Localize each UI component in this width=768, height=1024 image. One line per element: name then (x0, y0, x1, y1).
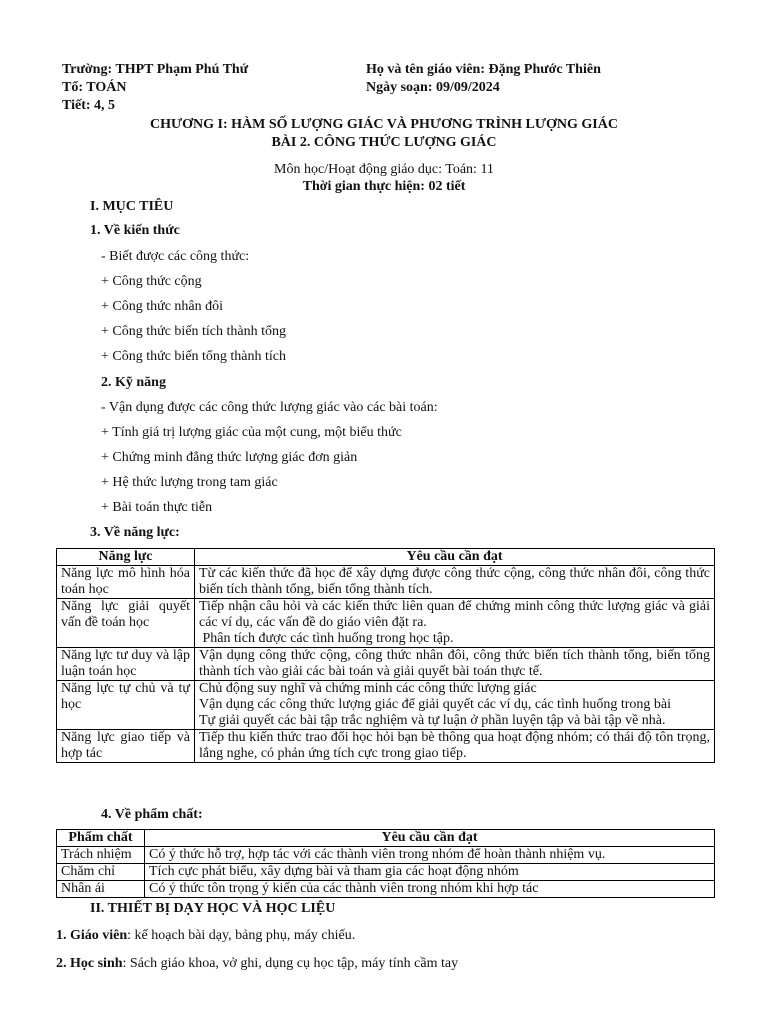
table-row (57, 881, 715, 898)
knowledge-line: + Công thức cộng (101, 274, 202, 289)
student-equipment-label: 2. Học sinh (56, 956, 123, 971)
duration-line: Thời gian thực hiện: 02 tiết (302, 179, 466, 194)
teacher-equipment-label: 1. Giáo viên (56, 928, 128, 943)
requirement-line: Từ các kiến thức đã học để xây dựng được công thức cộng, công thức nhân đôi, công thức biến tích thành tổng, biến tổng thành tích. (199, 566, 710, 597)
requirement-line: Vận dụng các công thức lượng giác để giải quyết các ví dụ, các tình huống trong bài (199, 697, 671, 712)
teacher-equipment (56, 927, 355, 944)
table-header-cell: Năng lực (57, 549, 195, 566)
table-row (57, 648, 715, 681)
section-equipment-heading: II. THIẾT BỊ DẠY HỌC VÀ HỌC LIỆU (90, 901, 336, 916)
table-row (57, 566, 715, 599)
competence-requirement (195, 599, 715, 648)
knowledge-line: + Công thức nhân đôi (101, 299, 224, 314)
skills-line: + Chứng minh đẳng thức lượng giác đơn giản (101, 450, 358, 465)
quality-heading: 4. Về phẩm chất: (101, 807, 203, 822)
requirement-line: Chủ động suy nghĩ và chứng minh các công thức lượng giác (199, 681, 537, 696)
knowledge-line: + Công thức biến tổng thành tích (101, 349, 287, 364)
competence-heading: 3. Về năng lực: (90, 525, 180, 540)
quality-name: Chăm chỉ (57, 864, 145, 881)
skills-line: + Bài toán thực tiễn (101, 500, 213, 515)
period: Tiết: 4, 5 (62, 98, 116, 113)
table-row (57, 864, 715, 881)
requirement-line: Vận dụng công thức cộng, công thức nhân đôi, công thức biến tích thành tổng, biến tổng thành tích vào giải các bài toán và giải quyết bài toán thực tế. (199, 648, 710, 679)
skills-line: + Hệ thức lượng trong tam giác (101, 475, 278, 490)
section-objectives-heading: I. MỤC TIÊU (90, 199, 174, 214)
skills-line: + Tính giá trị lượng giác của một cung, một biểu thức (101, 425, 402, 440)
table-header-cell: Yêu cầu cần đạt (195, 549, 715, 566)
table-header-row (57, 830, 715, 847)
table-header-cell: Yêu cầu cần đạt (145, 830, 715, 847)
requirement-line: Tiếp thu kiến thức trao đổi học hỏi bạn bè thông qua hoạt động nhóm; có thái độ tôn trọng, lắng nghe, có phản ứng tích cực trong giao tiếp. (199, 730, 710, 761)
teacher-equipment-text: : kế hoạch bài dạy, bảng phụ, máy chiếu. (127, 928, 356, 943)
quality-table (56, 829, 715, 898)
student-equipment (56, 955, 458, 972)
competence-name: Năng lực giải quyết vấn đề toán học (57, 599, 195, 648)
requirement-line: Tiếp nhận câu hỏi và các kiến thức liên quan để chứng minh công thức lượng giác và giải các ví dụ, các vấn đề do giáo viên đặt ra. (199, 599, 710, 630)
quality-requirement: Tích cực phát biểu, xây dựng bài và tham gia các hoạt động nhóm (145, 864, 715, 881)
group-name: Tổ: TOÁN (62, 80, 127, 95)
competence-requirement (195, 648, 715, 681)
competence-name: Năng lực mô hình hóa toán học (57, 566, 195, 599)
competence-name: Năng lực tư duy và lập luận toán học (57, 648, 195, 681)
skills-line: - Vận dụng được các công thức lượng giác vào các bài toán: (101, 400, 438, 415)
requirement-line: Tự giải quyết các bài tập trắc nghiệm và tự luận ở phần luyện tập và bài tập về nhà. (199, 713, 666, 728)
knowledge-heading: 1. Về kiến thức (90, 223, 180, 238)
competence-table (56, 548, 715, 763)
quality-requirement: Có ý thức tôn trọng ý kiến của các thành viên trong nhóm khi hợp tác (145, 881, 715, 898)
table-row (57, 847, 715, 864)
knowledge-line: + Công thức biến tích thành tổng (101, 324, 287, 339)
competence-requirement (195, 566, 715, 599)
school-name: Trường: THPT Phạm Phú Thứ (62, 62, 249, 77)
table-row (57, 599, 715, 648)
table-header-cell: Phẩm chất (57, 830, 145, 847)
prepare-date: Ngày soạn: 09/09/2024 (366, 80, 500, 95)
quality-name: Nhân ái (57, 881, 145, 898)
subject-line: Môn học/Hoạt động giáo dục: Toán: 11 (274, 162, 494, 177)
lesson-title: BÀI 2. CÔNG THỨC LƯỢNG GIÁC (271, 135, 497, 150)
knowledge-line: - Biết được các công thức: (101, 249, 250, 264)
skills-heading: 2. Kỹ năng (101, 375, 166, 390)
student-equipment-text: : Sách giáo khoa, vở ghi, dụng cụ học tập, máy tính cầm tay (122, 956, 459, 971)
quality-requirement: Có ý thức hỗ trợ, hợp tác với các thành viên trong nhóm để hoàn thành nhiệm vụ. (145, 847, 715, 864)
table-row (57, 681, 715, 730)
competence-requirement (195, 730, 715, 763)
chapter-title: CHƯƠNG I: HÀM SỐ LƯỢNG GIÁC VÀ PHƯƠNG TRÌNH LƯỢNG GIÁC (150, 117, 618, 132)
teacher-name: Họ và tên giáo viên: Đặng Phước Thiên (366, 62, 601, 77)
quality-name: Trách nhiệm (57, 847, 145, 864)
table-row (57, 730, 715, 763)
competence-name: Năng lực tự chủ và tự học (57, 681, 195, 730)
competence-name: Năng lực giao tiếp và hợp tác (57, 730, 195, 763)
table-header-row (57, 549, 715, 566)
requirement-line: Phân tích được các tình huống trong học tập. (199, 631, 454, 646)
competence-requirement (195, 681, 715, 730)
